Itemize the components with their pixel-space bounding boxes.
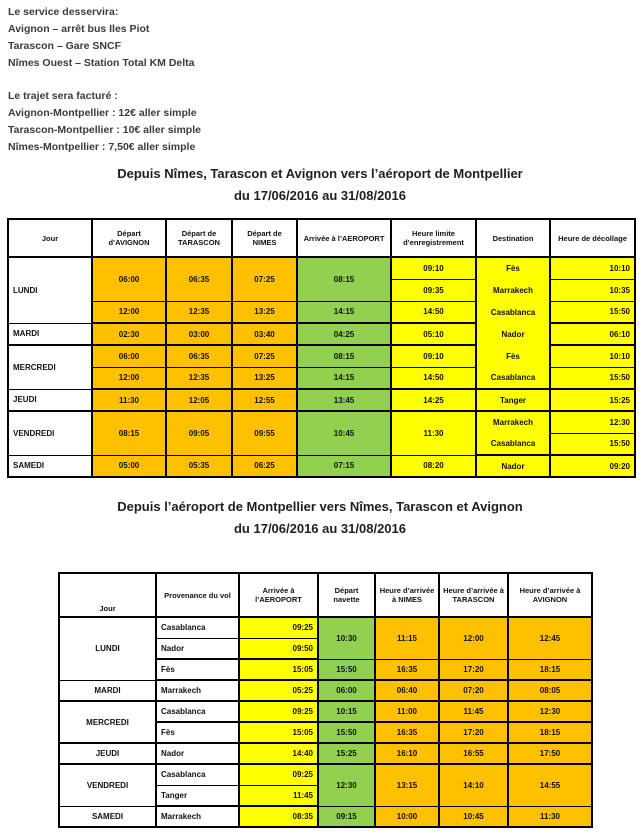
arrivee-nimes-cell: 16:35 xyxy=(375,722,439,743)
arrivee-nimes-cell: 06:40 xyxy=(375,680,439,701)
heure-limite-cell: 14:50 xyxy=(391,301,476,323)
provenance-cell: Nador xyxy=(156,638,239,659)
decollage-cell: 06:10 xyxy=(550,323,635,345)
day-cell: MERCREDI xyxy=(59,701,156,743)
arrivee-avignon-cell: 17:50 xyxy=(508,743,592,764)
depart-navette-cell: 06:00 xyxy=(318,680,375,701)
day-cell: VENDREDI xyxy=(59,764,156,806)
header-depart-avignon: Départ d’AVIGNON xyxy=(92,219,166,257)
depart-nimes-cell: 13:25 xyxy=(232,301,297,323)
arrivee-aeroport-cell: 10:45 xyxy=(297,411,391,455)
table-row xyxy=(8,367,635,389)
header-jour: Jour xyxy=(8,219,92,257)
destination-cell: Casablanca xyxy=(476,433,550,455)
arrivee-aeroport-cell: 14:15 xyxy=(297,367,391,389)
depart-tarascon-cell: 12:35 xyxy=(166,301,232,323)
decollage-cell: 15:50 xyxy=(550,301,635,323)
arrivee-nimes-cell: 16:10 xyxy=(375,743,439,764)
arrivee-avignon-cell: 08:05 xyxy=(508,680,592,701)
depart-avignon-cell: 11:30 xyxy=(92,389,166,411)
arrivee-tarascon-cell: 07:20 xyxy=(439,680,508,701)
depart-navette-cell: 10:30 xyxy=(318,617,375,659)
depart-avignon-cell: 08:15 xyxy=(92,411,166,455)
destination-cell: Marrakech xyxy=(476,411,550,433)
arrivee-aeroport-cell: 04:25 xyxy=(297,323,391,345)
arrivee-aeroport-cell: 09:25 xyxy=(239,764,318,785)
depart-avignon-cell: 12:00 xyxy=(92,301,166,323)
table-row xyxy=(8,257,635,279)
heure-limite-cell: 11:30 xyxy=(391,411,476,455)
pricing-line: Avignon-Montpellier : 12€ aller simple xyxy=(8,107,197,119)
arrivee-nimes-cell: 10:00 xyxy=(375,806,439,827)
inbound-title-line2: du 17/06/2016 au 31/08/2016 xyxy=(233,521,406,536)
arrivee-aeroport-cell: 15:05 xyxy=(239,659,318,680)
header-heure-limite: Heure limite d’enregistrement xyxy=(391,219,476,257)
depart-nimes-cell: 09:55 xyxy=(232,411,297,455)
header-depart-nimes: Départ de NIMES xyxy=(232,219,297,257)
outbound-title-line2: du 17/06/2016 au 31/08/2016 xyxy=(233,188,406,203)
arrivee-avignon-cell: 18:15 xyxy=(508,659,592,680)
depart-navette-cell: 15:50 xyxy=(318,722,375,743)
depart-avignon-cell: 06:00 xyxy=(92,257,166,301)
table-row xyxy=(8,323,635,345)
arrivee-avignon-cell: 12:30 xyxy=(508,701,592,722)
depart-tarascon-cell: 06:35 xyxy=(166,257,232,301)
header-arrivee-nimes: Heure d’arrivée à NIMES xyxy=(375,573,439,617)
provenance-cell: Casablanca xyxy=(156,617,239,638)
provenance-cell: Fès xyxy=(156,659,239,680)
depart-navette-cell: 09:15 xyxy=(318,806,375,827)
depart-navette-cell: 10:15 xyxy=(318,701,375,722)
arrivee-tarascon-cell: 11:45 xyxy=(439,701,508,722)
arrivee-aeroport-cell: 08:35 xyxy=(239,806,318,827)
arrivee-aeroport-cell: 13:45 xyxy=(297,389,391,411)
arrivee-tarascon-cell: 12:00 xyxy=(439,617,508,659)
depart-tarascon-cell: 06:35 xyxy=(166,345,232,367)
depart-nimes-cell: 03:40 xyxy=(232,323,297,345)
table-row xyxy=(59,743,592,764)
inbound-title-line1: Depuis l’aéroport de Montpellier vers Nîmes, Tarascon et Avignon xyxy=(117,499,523,514)
depart-navette-cell: 15:50 xyxy=(318,659,375,680)
heure-limite-cell: 08:20 xyxy=(391,455,476,477)
intro-text xyxy=(8,4,201,156)
destination-cell: Casablanca xyxy=(476,301,550,323)
table-row xyxy=(8,345,635,367)
arrivee-aeroport-cell: 09:25 xyxy=(239,701,318,722)
header-arrivee-avignon: Heure d’arrivée à AVIGNON xyxy=(508,573,592,617)
arrivee-tarascon-cell: 17:20 xyxy=(439,722,508,743)
heure-limite-cell: 14:50 xyxy=(391,367,476,389)
depart-nimes-cell: 07:25 xyxy=(232,257,297,301)
depart-navette-cell: 15:25 xyxy=(318,743,375,764)
heure-limite-cell: 05:10 xyxy=(391,323,476,345)
arrivee-aeroport-cell: 11:45 xyxy=(239,785,318,806)
depart-tarascon-cell: 09:05 xyxy=(166,411,232,455)
decollage-cell: 10:35 xyxy=(550,279,635,301)
destination-cell: Marrakech xyxy=(476,279,550,301)
arrivee-tarascon-cell: 10:45 xyxy=(439,806,508,827)
arrivee-aeroport-cell: 07:15 xyxy=(297,455,391,477)
decollage-cell: 15:50 xyxy=(550,433,635,455)
outbound-title-line1: Depuis Nîmes, Tarascon et Avignon vers l’aéroport de Montpellier xyxy=(117,166,523,181)
heure-limite-cell: 14:25 xyxy=(391,389,476,411)
decollage-cell: 09:20 xyxy=(550,455,635,477)
header-depart-tarascon: Départ de TARASCON xyxy=(166,219,232,257)
inbound-title xyxy=(0,496,640,540)
outbound-header-row xyxy=(8,219,635,257)
day-cell: VENDREDI xyxy=(8,411,92,455)
header-depart-navette: Départ navette xyxy=(318,573,375,617)
provenance-cell: Tanger xyxy=(156,785,239,806)
arrivee-aeroport-cell: 14:15 xyxy=(297,301,391,323)
arrivee-avignon-cell: 18:15 xyxy=(508,722,592,743)
pricing-title: Le trajet sera facturé : xyxy=(8,90,118,102)
pricing-line: Tarascon-Montpellier : 10€ aller simple xyxy=(8,124,201,136)
decollage-cell: 15:25 xyxy=(550,389,635,411)
depart-nimes-cell: 12:55 xyxy=(232,389,297,411)
arrivee-nimes-cell: 16:35 xyxy=(375,659,439,680)
inbound-header-row xyxy=(59,573,592,617)
arrivee-aeroport-cell: 15:05 xyxy=(239,722,318,743)
arrivee-aeroport-cell: 05:25 xyxy=(239,680,318,701)
depart-nimes-cell: 13:25 xyxy=(232,367,297,389)
table-row xyxy=(8,411,635,433)
arrivee-tarascon-cell: 14:10 xyxy=(439,764,508,806)
header-jour: Jour xyxy=(59,573,156,617)
destination-cell: Nador xyxy=(476,323,550,345)
header-arrivee-aeroport: Arrivée à l’AEROPORT xyxy=(239,573,318,617)
day-cell: MARDI xyxy=(59,680,156,701)
depart-tarascon-cell: 12:05 xyxy=(166,389,232,411)
provenance-cell: Casablanca xyxy=(156,764,239,785)
depart-avignon-cell: 02:30 xyxy=(92,323,166,345)
provenance-cell: Fès xyxy=(156,722,239,743)
arrivee-tarascon-cell: 17:20 xyxy=(439,659,508,680)
arrivee-nimes-cell: 13:15 xyxy=(375,764,439,806)
decollage-cell: 10:10 xyxy=(550,345,635,367)
header-heure-decollage: Heure de décollage xyxy=(550,219,635,257)
destination-cell: Casablanca xyxy=(476,367,550,389)
table-row xyxy=(59,806,592,827)
day-cell: SAMEDI xyxy=(8,455,92,477)
destination-cell: Fès xyxy=(476,257,550,279)
day-cell: MARDI xyxy=(8,323,92,345)
decollage-cell: 12:30 xyxy=(550,411,635,433)
table-row xyxy=(59,680,592,701)
day-cell: JEUDI xyxy=(8,389,92,411)
table-row xyxy=(59,764,592,785)
day-cell: SAMEDI xyxy=(59,806,156,827)
arrivee-aeroport-cell: 08:15 xyxy=(297,257,391,301)
day-cell: JEUDI xyxy=(59,743,156,764)
table-row xyxy=(59,701,592,722)
day-cell: MERCREDI xyxy=(8,345,92,389)
service-line: Avignon – arrêt bus Iles Piot xyxy=(8,23,150,35)
depart-avignon-cell: 12:00 xyxy=(92,367,166,389)
arrivee-aeroport-cell: 08:15 xyxy=(297,345,391,367)
heure-limite-cell: 09:10 xyxy=(391,345,476,367)
service-title: Le service desservira: xyxy=(8,6,119,18)
depart-navette-cell: 12:30 xyxy=(318,764,375,806)
arrivee-nimes-cell: 11:15 xyxy=(375,617,439,659)
provenance-cell: Marrakech xyxy=(156,680,239,701)
arrivee-avignon-cell: 14:55 xyxy=(508,764,592,806)
service-line: Tarascon – Gare SNCF xyxy=(8,40,122,52)
destination-cell: Tanger xyxy=(476,389,550,411)
table-inbound xyxy=(58,572,593,828)
table-row xyxy=(8,455,635,477)
provenance-cell: Marrakech xyxy=(156,806,239,827)
destination-cell: Nador xyxy=(476,455,550,477)
depart-nimes-cell: 06:25 xyxy=(232,455,297,477)
header-arrivee-tarascon: Heure d’arrivée à TARASCON xyxy=(439,573,508,617)
provenance-cell: Nador xyxy=(156,743,239,764)
destination-cell: Fès xyxy=(476,345,550,367)
arrivee-aeroport-cell: 09:25 xyxy=(239,617,318,638)
decollage-cell: 10:10 xyxy=(550,257,635,279)
pricing-line: Nîmes-Montpellier : 7,50€ aller simple xyxy=(8,141,196,153)
header-provenance: Provenance du vol xyxy=(156,573,239,617)
outbound-title xyxy=(0,163,640,207)
table-row xyxy=(8,301,635,323)
depart-tarascon-cell: 03:00 xyxy=(166,323,232,345)
header-arrivee-aeroport: Arrivée à l’AEROPORT xyxy=(297,219,391,257)
depart-tarascon-cell: 12:35 xyxy=(166,367,232,389)
table-row xyxy=(8,389,635,411)
depart-avignon-cell: 05:00 xyxy=(92,455,166,477)
depart-tarascon-cell: 05:35 xyxy=(166,455,232,477)
heure-limite-cell: 09:10 xyxy=(391,257,476,279)
arrivee-aeroport-cell: 09:50 xyxy=(239,638,318,659)
decollage-cell: 15:50 xyxy=(550,367,635,389)
depart-avignon-cell: 06:00 xyxy=(92,345,166,367)
arrivee-nimes-cell: 11:00 xyxy=(375,701,439,722)
arrivee-avignon-cell: 11:30 xyxy=(508,806,592,827)
arrivee-avignon-cell: 12:45 xyxy=(508,617,592,659)
provenance-cell: Casablanca xyxy=(156,701,239,722)
header-destination: Destination xyxy=(476,219,550,257)
arrivee-tarascon-cell: 16:55 xyxy=(439,743,508,764)
table-outbound xyxy=(7,218,636,478)
heure-limite-cell: 09:35 xyxy=(391,279,476,301)
table-row xyxy=(59,617,592,638)
depart-nimes-cell: 07:25 xyxy=(232,345,297,367)
arrivee-aeroport-cell: 14:40 xyxy=(239,743,318,764)
day-cell: LUNDI xyxy=(59,617,156,680)
service-line: Nîmes Ouest – Station Total KM Delta xyxy=(8,57,195,69)
day-cell: LUNDI xyxy=(8,257,92,323)
